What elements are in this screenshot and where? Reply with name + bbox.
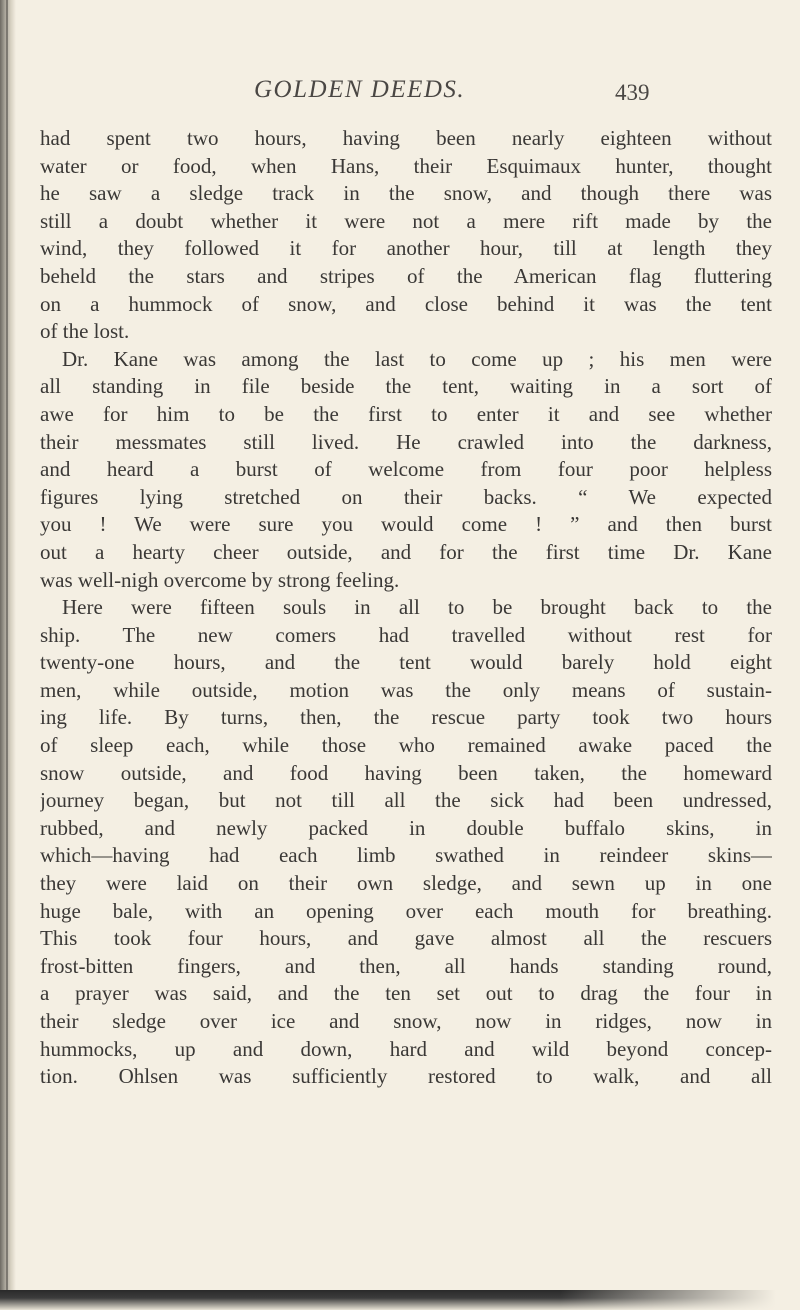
text-line: of sleep each, while those who remained awake paced the bbox=[40, 733, 772, 758]
text-line: huge bale, with an opening over each mouth for breathing. bbox=[40, 898, 772, 923]
text-line: a prayer was said, and the ten set out to drag the four in bbox=[40, 981, 772, 1006]
text-line: all standing in file beside the tent, waiting in a sort of bbox=[40, 374, 772, 399]
page-bottom-edge-fade bbox=[560, 1290, 800, 1310]
page-number: 439 bbox=[615, 80, 650, 105]
text-line: hummocks, up and down, hard and wild beyond concep- bbox=[40, 1036, 772, 1061]
text-line: you ! We were sure you would come ! ” and then burst bbox=[40, 512, 772, 537]
binding-edge bbox=[6, 0, 8, 1310]
text-line: ing life. By turns, then, the rescue party took two hours bbox=[40, 705, 772, 730]
text-line: which—having had each limb swathed in reindeer skins— bbox=[40, 843, 772, 868]
text-line: beheld the stars and stripes of the American flag fluttering bbox=[40, 263, 772, 288]
text-line: and heard a burst of welcome from four poor helpless bbox=[40, 457, 772, 482]
text-line: ship. The new comers had travelled without rest for bbox=[40, 622, 772, 647]
text-line: he saw a sledge track in the snow, and though there was bbox=[40, 181, 772, 206]
text-line: out a hearty cheer outside, and for the first time Dr. Kane bbox=[40, 539, 772, 564]
paragraph-start: Here were fifteen souls in all to be brought back to the bbox=[62, 595, 772, 620]
page-gutter-shadow bbox=[0, 0, 16, 1310]
text-line: their messmates still lived. He crawled into the darkness, bbox=[40, 429, 772, 454]
text-line: their sledge over ice and snow, now in ridges, now in bbox=[40, 1009, 772, 1033]
body-text bbox=[40, 125, 772, 1091]
text-line: still a doubt whether it were not a mere rift made by the bbox=[40, 208, 772, 233]
text-line: journey began, but not till all the sick had been undressed, bbox=[40, 788, 772, 813]
running-head: GOLDEN DEEDS. bbox=[254, 76, 466, 103]
text-line: frost-bitten fingers, and then, all hands standing round, bbox=[40, 953, 772, 978]
text-line: men, while outside, motion was the only means of sustain- bbox=[40, 677, 772, 702]
text-line: was well-nigh overcome by strong feeling. bbox=[40, 567, 400, 592]
text-line: figures lying stretched on their backs. “ We expected bbox=[40, 484, 772, 509]
text-line: on a hummock of snow, and close behind it was the tent bbox=[40, 291, 772, 316]
text-line: snow outside, and food having been taken, the homeward bbox=[40, 760, 772, 785]
paragraph-start: Dr. Kane was among the last to come up ; his men were bbox=[62, 346, 772, 371]
text-line: water or food, when Hans, their Esquimaux hunter, thought bbox=[40, 153, 772, 178]
text-line: they were laid on their own sledge, and sewn up in one bbox=[40, 871, 772, 896]
text-line: wind, they followed it for another hour, till at length they bbox=[40, 236, 772, 261]
text-line: twenty-one hours, and the tent would barely hold eight bbox=[40, 650, 772, 675]
text-line: tion. Ohlsen was sufficiently restored to walk, and all bbox=[40, 1064, 772, 1089]
text-line: had spent two hours, having been nearly eighteen without bbox=[40, 126, 772, 150]
text-line: This took four hours, and gave almost all the rescuers bbox=[40, 926, 772, 951]
text-line: of the lost. bbox=[40, 319, 130, 344]
text-line: rubbed, and newly packed in double buffalo skins, in bbox=[40, 815, 772, 840]
text-line: awe for him to be the first to enter it and see whether bbox=[40, 401, 772, 426]
